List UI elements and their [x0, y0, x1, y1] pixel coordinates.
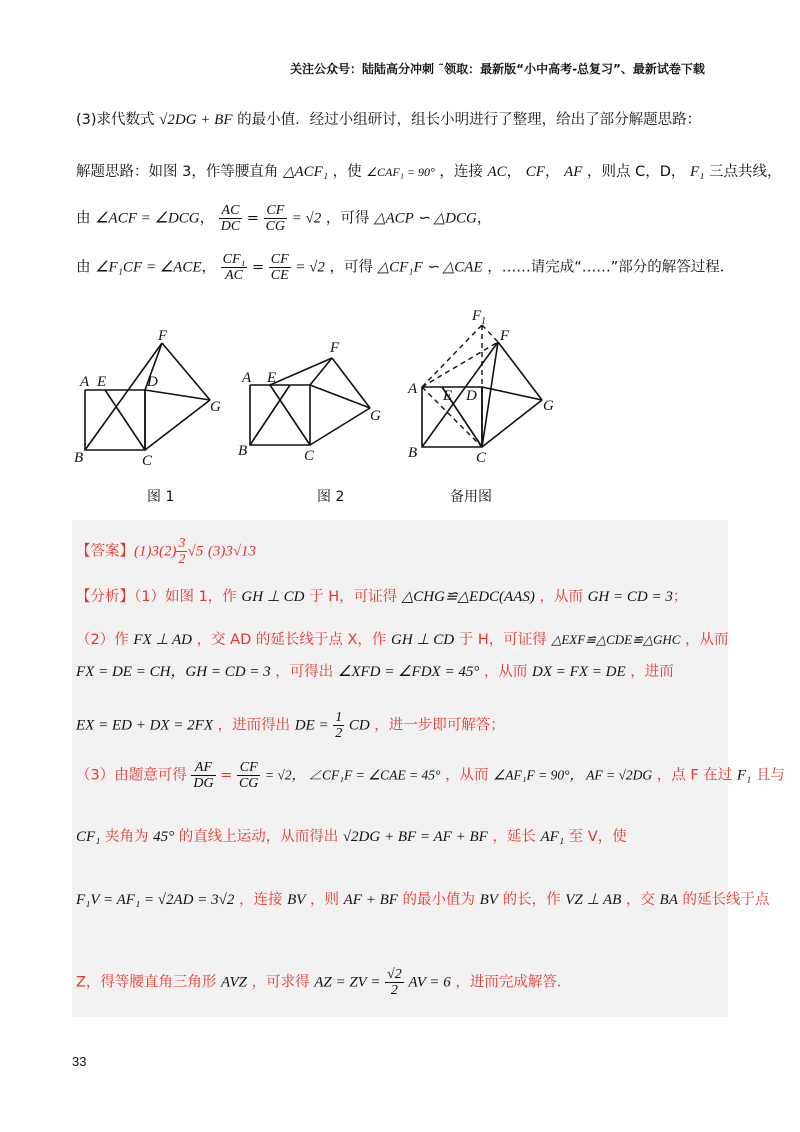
- label-B: B: [238, 443, 248, 459]
- a-math: △EXF≌△CDE≌△GHC: [551, 632, 681, 647]
- a-text: 于 H，可证得: [309, 589, 398, 605]
- a-fraction: $\frac{1}{2}$: [335, 710, 343, 741]
- a-text: ，进而: [630, 664, 674, 680]
- q-math: = √2: [295, 259, 325, 276]
- a-math: F₁: [736, 767, 752, 784]
- figure-3-dashed: [422, 325, 498, 447]
- page-number: 33: [72, 1054, 87, 1069]
- a-text: ，进而完成解答．: [455, 974, 572, 991]
- label-F: F: [330, 340, 340, 356]
- q-fraction: $\frac{AC}{DC}$: [220, 203, 241, 234]
- a-math: ∠XFD = ∠FDX = 45°: [337, 664, 480, 680]
- figure-1-caption: 图 1: [147, 489, 175, 505]
- q-text: ，可得: [325, 210, 370, 227]
- a-text: ，从而: [685, 632, 729, 648]
- label-A: A: [80, 374, 90, 390]
- label-A: A: [408, 381, 418, 397]
- a-text: （1）如图 1，作: [134, 589, 237, 605]
- a-math: AF + BF: [343, 892, 398, 908]
- figure-3: [422, 342, 542, 447]
- label-D: D: [147, 374, 158, 390]
- a-fraction: $\frac{CF}{CG}$: [238, 760, 259, 791]
- q-fraction: $\frac{\text{CF₁}}{AC}$: [222, 252, 246, 283]
- a-text: ，点 F 在过: [656, 767, 733, 784]
- q-math: △ACF₁: [282, 164, 329, 180]
- question-line-4: 由 ∠F₁CF = ∠ACE， $\frac{\text{CF₁}}{AC}$ = $\frac{CF}{CE}$ = √2 ，可得 △CF₁F ∽ △CAE ，……请完成“……”部分的解答过程．: [76, 252, 735, 283]
- a-text: 于 H，可证得: [458, 632, 547, 648]
- a-math: DX = FX = DE: [532, 664, 626, 680]
- q-math: AF: [564, 164, 583, 180]
- q-text: 三点共线，: [709, 164, 782, 180]
- label-B: B: [74, 450, 84, 466]
- label-C: C: [476, 450, 487, 466]
- label-F1: F: [472, 308, 482, 324]
- q-text: ，可得: [329, 259, 373, 276]
- a-text: ，可得出: [275, 664, 334, 680]
- label-A: A: [242, 370, 252, 386]
- a-math: BV: [479, 892, 498, 908]
- answer-math: (1)3(2): [134, 543, 177, 560]
- label-F: F: [500, 328, 510, 344]
- a-text: 的最小值为: [402, 892, 476, 908]
- a-math: = √2， ∠CF₁F = ∠CAE = 45°: [265, 767, 441, 783]
- a-text: ，从而: [483, 664, 528, 680]
- answer-line: [76, 536, 256, 567]
- geometry-figures: [60, 300, 580, 470]
- a-text: ，交: [625, 892, 655, 908]
- q-text: ，连接: [439, 164, 483, 180]
- q-fraction: $\frac{CF}{CG}$: [265, 203, 286, 234]
- a-math: FX ⊥ AD: [133, 632, 192, 648]
- a-text: ，进而得出: [217, 717, 291, 734]
- a-math: CD: [348, 717, 370, 734]
- a-math: AZ = ZV =: [314, 974, 381, 991]
- answer-math: (3): [207, 543, 226, 560]
- q-math: CF: [525, 164, 545, 180]
- a-math: AV = 6: [408, 974, 451, 991]
- a-math: GH ⊥ CD: [391, 632, 455, 648]
- a-text: ，从而: [539, 589, 583, 605]
- question-line-3: 由 ∠ACF = ∠DCG， $\frac{AC}{DC}$ = $\frac{CF}{CG}$ = √2 ，可得 △ACP ∽ △DCG，: [76, 203, 492, 234]
- a-text: Z，得等腰直角三角形: [76, 974, 217, 991]
- question-line-1: [76, 108, 701, 129]
- analysis-line-6: [76, 825, 627, 846]
- figure-2-caption: 图 2: [317, 489, 345, 505]
- q-text: 由: [76, 210, 91, 227]
- label-G: G: [543, 398, 554, 414]
- a-text: 的长，作: [502, 892, 561, 908]
- a-text: 的直线上运动，从而得出: [178, 829, 339, 845]
- label-G: G: [210, 399, 221, 415]
- a-text: ，可求得: [251, 974, 310, 991]
- a-text: 的延长线于点: [682, 892, 770, 908]
- answer-fraction: $\frac{3}{2}$: [178, 536, 186, 567]
- a-text: （2）作: [76, 632, 129, 648]
- q-math: ∠CAF₁ = 90°: [366, 165, 435, 179]
- a-math: CF₁: [76, 829, 101, 845]
- a-math: FX = DE = CH，GH = CD = 3: [76, 664, 271, 680]
- q-text: ，则点 C，D，: [586, 164, 686, 180]
- a-text: （3）由题意可得: [76, 767, 187, 784]
- analysis-label: 【分析】: [76, 589, 134, 605]
- q-math: ∠ACF = ∠DCG: [95, 210, 200, 227]
- label-E: E: [443, 388, 453, 404]
- q-text: ，……请完成“……”部分的解答过程．: [487, 259, 735, 276]
- a-math: 45°: [153, 829, 175, 845]
- figure-3-caption: 备用图: [450, 489, 492, 505]
- label-E: E: [97, 374, 107, 390]
- label-D: D: [466, 388, 477, 404]
- a-text: ，连接: [238, 892, 283, 908]
- q-text: 由: [76, 259, 91, 276]
- label-C: C: [304, 448, 315, 464]
- a-text: 夹角为: [105, 829, 149, 845]
- label-F1-sub: 1: [481, 316, 486, 327]
- a-math: DE =: [294, 717, 329, 734]
- a-text: ，交 AD 的延长线于点 X，作: [196, 632, 387, 648]
- analysis-line-5: （3）由题意可得 $\frac{AF}{DG}$ = $\frac{CF}{CG}$ = √2， ∠CF₁F = ∠CAE = 45° ，从而 ∠AF₁F = 90°， AF = √2DG ，点 F 在过 F₁ 且与: [76, 760, 785, 791]
- q-math: AC: [487, 164, 507, 180]
- a-math: ∠AF₁F = 90°， AF = √2DG: [493, 767, 653, 783]
- a-math: AF₁: [540, 829, 565, 845]
- a-math: GH ⊥ CD: [241, 589, 305, 605]
- a-math: VZ ⊥ AB: [565, 892, 622, 908]
- a-text: ，则: [310, 892, 340, 908]
- page-header: 关注公众号：陆陆高分冲刺 ˜领取：最新版“小中高考-总复习”、最新试卷下载: [290, 62, 705, 76]
- q-math: △CF₁F ∽ △CAE: [377, 259, 483, 276]
- a-math: BA: [659, 892, 678, 908]
- label-B: B: [408, 445, 418, 461]
- analysis-line-7: [76, 888, 769, 909]
- a-math: GH = CD = 3: [587, 589, 673, 605]
- q-text: ，使: [332, 164, 362, 180]
- analysis-line-8: [76, 967, 571, 998]
- a-text: ，延长: [492, 829, 536, 845]
- figure-1: [85, 343, 210, 450]
- q-text: (3)求代数式: [76, 112, 155, 128]
- a-text: ，从而: [445, 767, 489, 784]
- analysis-line-1: [76, 585, 687, 606]
- label-F: F: [158, 328, 168, 344]
- q-math: = √2: [291, 210, 322, 227]
- a-math: √2DG + BF = AF + BF: [342, 829, 488, 845]
- a-math: F₁V = AF₁ = √2AD = 3√2: [76, 892, 235, 908]
- label-G: G: [370, 408, 381, 424]
- a-fraction: $\frac{√2}{2}$: [387, 967, 402, 998]
- q-expression: √2DG + BF: [159, 112, 233, 128]
- a-text: ，进一步即可解答；: [374, 717, 505, 734]
- answer-math: √5: [187, 543, 204, 560]
- label-E: E: [267, 370, 277, 386]
- answer-label: 【答案】: [76, 543, 134, 560]
- a-text: ；: [672, 589, 688, 605]
- a-text: 至 V，使: [568, 829, 627, 845]
- q-fraction: $\frac{CF}{CE}$: [270, 252, 289, 283]
- question-line-2: 解题思路：如图 3，作等腰直角 △ACF₁ ，使 ∠CAF₁ = 90° ，连接 AC， CF， AF ，则点 C，D， F₁ 三点共线，: [76, 164, 782, 180]
- analysis-line-4: [76, 710, 505, 741]
- a-math: EX = ED + DX = 2FX: [76, 717, 214, 734]
- q-math: F₁: [690, 164, 705, 180]
- a-math: △CHG≌△EDC(AAS): [401, 589, 535, 605]
- a-math: AVZ: [221, 974, 247, 991]
- a-math: BV: [287, 892, 306, 908]
- answer-math: 3√13: [225, 543, 257, 560]
- q-text: 的最小值．经过小组研讨，组长小明进行了整理，给出了部分解题思路：: [237, 112, 702, 128]
- analysis-line-3: [76, 660, 674, 681]
- analysis-line-2: [76, 628, 729, 649]
- q-math: ∠F₁CF = ∠ACE: [95, 259, 202, 276]
- a-fraction: $\frac{AF}{DG}$: [193, 760, 214, 791]
- label-C: C: [142, 453, 153, 469]
- q-text: 解题思路：如图 3，作等腰直角: [76, 164, 279, 180]
- a-text: 且与: [755, 767, 785, 784]
- q-math: △ACP ∽ △DCG: [373, 210, 477, 227]
